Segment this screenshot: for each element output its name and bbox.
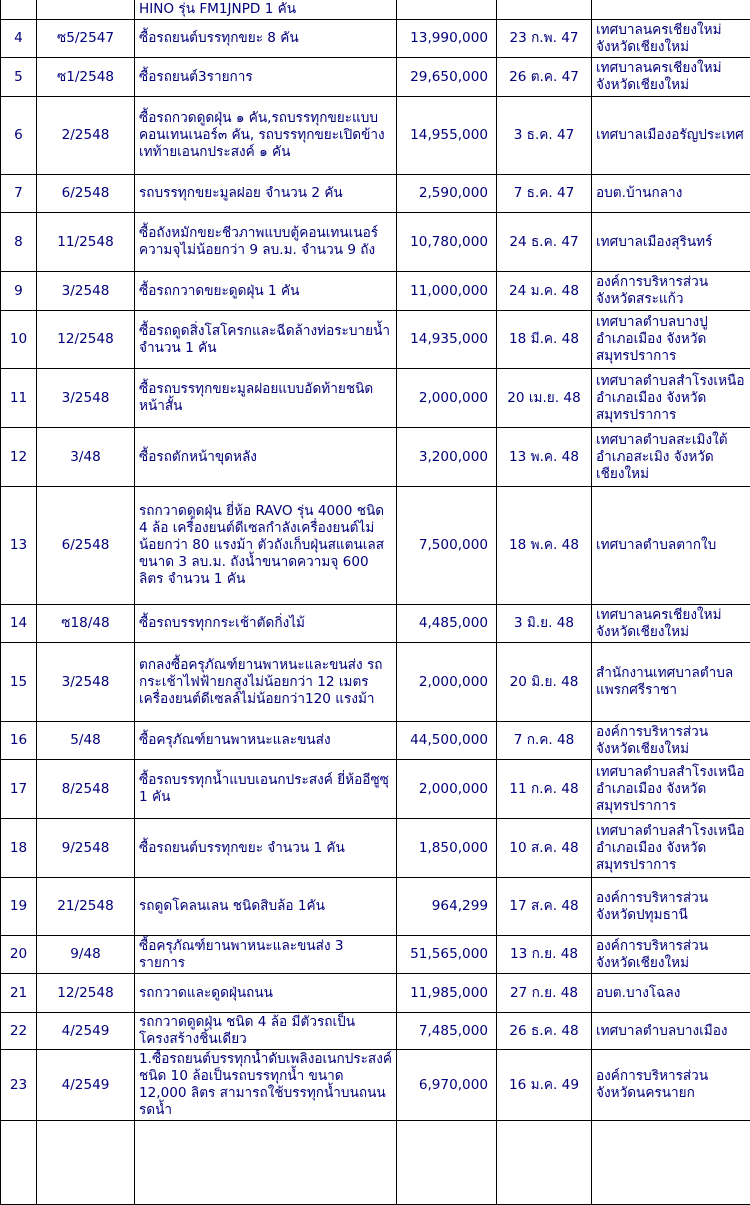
- contract-ref: 11/2548: [37, 213, 135, 272]
- row-number: 11: [1, 369, 37, 428]
- table-row: [1, 936, 750, 974]
- organization: เทศบาลตำบลบางเมือง: [592, 1013, 750, 1050]
- table-row: [1, 213, 750, 272]
- contract-ref: 3/2548: [37, 643, 135, 722]
- item-description: HINO รุ่น FM1JNPD 1 คัน: [135, 0, 397, 20]
- contract-date: 17 ส.ค. 48: [497, 878, 592, 936]
- contract-date: 18 มี.ค. 48: [497, 311, 592, 369]
- table-row: [1, 311, 750, 369]
- contract-amount: 964,299: [397, 878, 497, 936]
- table-row: [1, 819, 750, 878]
- contract-amount: [397, 0, 497, 20]
- item-description: ซื้อครุภัณฑ์ยานพาหนะและขนส่ง: [135, 722, 397, 760]
- contract-amount: 14,955,000: [397, 97, 497, 175]
- row-number: 4: [1, 20, 37, 58]
- contract-date: [497, 1121, 592, 1205]
- contract-date: 13 พ.ค. 48: [497, 428, 592, 487]
- table-row: [1, 1013, 750, 1050]
- organization: องค์การบริหารส่วนจังหวัดนครนายก: [592, 1050, 750, 1121]
- item-description: ซื้อรถกวดดูดฝุ่น ๑ คัน,รถบรรทุกขยะแบบคอนเทนเนอร์๓ คัน, รถบรรทุกขยะเปิดข้างเทท้ายเอนกประสงค์ ๑ คัน: [135, 97, 397, 175]
- organization: สำนักงานเทศบาลตำบลแพรกศรีราชา: [592, 643, 750, 722]
- contract-date: 7 ก.ค. 48: [497, 722, 592, 760]
- row-number: 16: [1, 722, 37, 760]
- organization: อบต.บ้านกลาง: [592, 175, 750, 213]
- contract-ref: ซ1/2548: [37, 58, 135, 97]
- contract-date: 18 พ.ค. 48: [497, 487, 592, 605]
- table-row: [1, 97, 750, 175]
- table-row: [1, 1121, 750, 1205]
- contract-ref: 9/2548: [37, 819, 135, 878]
- row-number: 13: [1, 487, 37, 605]
- table-row: [1, 643, 750, 722]
- contract-date: [497, 0, 592, 20]
- contract-amount: 2,000,000: [397, 369, 497, 428]
- table-row: [1, 1050, 750, 1121]
- item-description: [135, 1121, 397, 1205]
- contract-ref: 3/2548: [37, 369, 135, 428]
- organization: [592, 0, 750, 20]
- contract-ref: [37, 0, 135, 20]
- contract-date: 24 ม.ค. 48: [497, 272, 592, 311]
- contract-date: 10 ส.ค. 48: [497, 819, 592, 878]
- organization: องค์การบริหารส่วนจังหวัดเชียงใหม่: [592, 722, 750, 760]
- organization: เทศบาลนครเชียงใหม่ จังหวัดเชียงใหม่: [592, 20, 750, 58]
- row-number: 8: [1, 213, 37, 272]
- contract-date: 13 ก.ย. 48: [497, 936, 592, 974]
- contract-ref: 3/2548: [37, 272, 135, 311]
- contract-ref: 21/2548: [37, 878, 135, 936]
- item-description: ซื้อรถบรรทุกขยะมูลฝอยแบบอัดท้ายชนิดหน้าสั้น: [135, 369, 397, 428]
- contract-ref: 6/2548: [37, 175, 135, 213]
- item-description: รถกวาดดูดฝุ่น ชนิด 4 ล้อ มีตัวรถเป็นโครงสร้างชิ้นเดียว: [135, 1013, 397, 1050]
- item-description: ซื้อรถบรรทุกกระเช้าตัดกิ่งไม้: [135, 605, 397, 643]
- contract-ref: [37, 1121, 135, 1205]
- contract-date: 20 มิ.ย. 48: [497, 643, 592, 722]
- item-description: ซื้อครุภัณฑ์ยานพาหนะและขนส่ง 3 รายการ: [135, 936, 397, 974]
- item-description: ซื้อรถบรรทุกน้ำแบบเอนกประสงค์ ยี่ห้ออีซูซุ 1 คัน: [135, 760, 397, 819]
- contract-amount: 13,990,000: [397, 20, 497, 58]
- contract-date: 20 เม.ย. 48: [497, 369, 592, 428]
- item-description: รถดูดโคลนเลน ชนิดสิบล้อ 1คัน: [135, 878, 397, 936]
- item-description: ซื้อถังหมักขยะชีวภาพแบบตู้คอนเทนเนอร์ ความจุไม่น้อยกว่า 9 ลบ.ม. จำนวน 9 ถัง: [135, 213, 397, 272]
- row-number: 9: [1, 272, 37, 311]
- organization: เทศบาลตำบลบางปู อำเภอเมือง จังหวัดสมุทรปราการ: [592, 311, 750, 369]
- table-row: [1, 428, 750, 487]
- contract-amount: 51,565,000: [397, 936, 497, 974]
- organization: องค์การบริหารส่วนจังหวัดสระแก้ว: [592, 272, 750, 311]
- contract-ref: 12/2548: [37, 311, 135, 369]
- table-row: [1, 605, 750, 643]
- organization: เทศบาลตำบลสำโรงเหนือ อำเภอเมือง จังหวัดสมุทรปราการ: [592, 369, 750, 428]
- table-row: [1, 20, 750, 58]
- table-row: [1, 175, 750, 213]
- contract-date: 3 มิ.ย. 48: [497, 605, 592, 643]
- table-row: [1, 487, 750, 605]
- item-description: รถกวาดดูดฝุ่น ยี่ห้อ RAVO รุ่น 4000 ชนิด 4 ล้อ เครื่องยนต์ดีเซลกำลังเครื่องยนต์ไม่น้อยกว่า 80 แรงม้า ตัวถังเก็บฝุ่นสแตนเลสขนาด 3 ลบ.ม. ถังน้ำขนาดความจุ 600 ลิตร จำนวน 1 คัน: [135, 487, 397, 605]
- organization: เทศบาลเมืองสุรินทร์: [592, 213, 750, 272]
- contract-ref: 8/2548: [37, 760, 135, 819]
- item-description: 1.ซื้อรถยนต์บรรทุกน้ำดับเพลิงอเนกประสงค์ ชนิด 10 ล้อเป็นรถบรรทุกน้ำ ขนาด 12,000 ลิตร สามารถใช้บรรทุกน้ำบนถนน รดน้ำ: [135, 1050, 397, 1121]
- contract-amount: 6,970,000: [397, 1050, 497, 1121]
- contract-date: 3 ธ.ค. 47: [497, 97, 592, 175]
- contract-date: 23 ก.พ. 47: [497, 20, 592, 58]
- contract-date: 11 ก.ค. 48: [497, 760, 592, 819]
- contract-date: 26 ธ.ค. 48: [497, 1013, 592, 1050]
- organization: เทศบาลตำบลสำโรงเหนือ อำเภอเมือง จังหวัดสมุทรปราการ: [592, 760, 750, 819]
- item-description: ซื้อรถยนต์3รายการ: [135, 58, 397, 97]
- contract-date: 24 ธ.ค. 47: [497, 213, 592, 272]
- organization: เทศบาลตำบลตากใบ: [592, 487, 750, 605]
- contract-amount: 11,985,000: [397, 974, 497, 1013]
- row-number: 20: [1, 936, 37, 974]
- organization: อบต.บางโฉลง: [592, 974, 750, 1013]
- organization: เทศบาลตำบลสะเมิงใต้ อำเภอสะเมิง จังหวัดเชียงใหม่: [592, 428, 750, 487]
- table-body: [1, 0, 750, 1205]
- organization: องค์การบริหารส่วนจังหวัดปทุมธานี: [592, 878, 750, 936]
- contract-date: 16 ม.ค. 49: [497, 1050, 592, 1121]
- item-description: ซื้อรถตักหน้าขุดหลัง: [135, 428, 397, 487]
- row-number: 5: [1, 58, 37, 97]
- item-description: ซื้อรถยนต์บรรทุกขยะ จำนวน 1 คัน: [135, 819, 397, 878]
- contract-amount: 7,500,000: [397, 487, 497, 605]
- contract-amount: 10,780,000: [397, 213, 497, 272]
- contract-date: 26 ต.ค. 47: [497, 58, 592, 97]
- contract-ref: 5/48: [37, 722, 135, 760]
- contract-ref: ซ5/2547: [37, 20, 135, 58]
- contract-ref: 3/48: [37, 428, 135, 487]
- row-number: 7: [1, 175, 37, 213]
- row-number: 14: [1, 605, 37, 643]
- table-row: [1, 878, 750, 936]
- contract-amount: 2,000,000: [397, 643, 497, 722]
- item-description: ซื้อรถกวาดขยะดูดฝุ่น 1 คัน: [135, 272, 397, 311]
- contract-amount: 2,590,000: [397, 175, 497, 213]
- row-number: 19: [1, 878, 37, 936]
- table-row: [1, 0, 750, 20]
- contract-ref: ซ18/48: [37, 605, 135, 643]
- item-description: ซื้อรถดูดสิ่งโสโครกและฉีดล้างท่อระบายน้ำจำนวน 1 คัน: [135, 311, 397, 369]
- contract-date: 27 ก.ย. 48: [497, 974, 592, 1013]
- row-number: 15: [1, 643, 37, 722]
- item-description: ตกลงซื้อครุภัณฑ์ยานพาหนะและขนส่ง รถกระเช้าไฟฟ้ายกสูงไม่น้อยกว่า 12 เมตร เครื่องยนต์ดีเซลล์ไม่น้อยกว่า120 แรงม้า: [135, 643, 397, 722]
- contract-ref: 12/2548: [37, 974, 135, 1013]
- contract-amount: 14,935,000: [397, 311, 497, 369]
- item-description: ซื้อรถยนต์บรรทุกขยะ 8 คัน: [135, 20, 397, 58]
- row-number: 10: [1, 311, 37, 369]
- contract-amount: 29,650,000: [397, 58, 497, 97]
- row-number: [1, 0, 37, 20]
- organization: เทศบาลเมืองอรัญประเทศ: [592, 97, 750, 175]
- contract-date: 7 ธ.ค. 47: [497, 175, 592, 213]
- contract-amount: 44,500,000: [397, 722, 497, 760]
- contract-ref: 4/2549: [37, 1050, 135, 1121]
- item-description: รถบรรทุกขยะมูลฝอย จำนวน 2 คัน: [135, 175, 397, 213]
- row-number: 22: [1, 1013, 37, 1050]
- table-row: [1, 722, 750, 760]
- organization: เทศบาลตำบลสำโรงเหนือ อำเภอเมือง จังหวัดสมุทรปราการ: [592, 819, 750, 878]
- table-row: [1, 974, 750, 1013]
- row-number: 18: [1, 819, 37, 878]
- table-row: [1, 58, 750, 97]
- table-row: [1, 272, 750, 311]
- item-description: รถกวาดและดูดฝุ่นถนน: [135, 974, 397, 1013]
- row-number: 17: [1, 760, 37, 819]
- contract-amount: [397, 1121, 497, 1205]
- organization: [592, 1121, 750, 1205]
- contract-amount: 3,200,000: [397, 428, 497, 487]
- contract-amount: 11,000,000: [397, 272, 497, 311]
- contract-ref: 6/2548: [37, 487, 135, 605]
- contract-ref: 4/2549: [37, 1013, 135, 1050]
- contract-amount: 1,850,000: [397, 819, 497, 878]
- contract-ref: 9/48: [37, 936, 135, 974]
- contract-amount: 7,485,000: [397, 1013, 497, 1050]
- row-number: [1, 1121, 37, 1205]
- contract-amount: 2,000,000: [397, 760, 497, 819]
- organization: เทศบาลนครเชียงใหม่ จังหวัดเชียงใหม่: [592, 58, 750, 97]
- contract-amount: 4,485,000: [397, 605, 497, 643]
- row-number: 12: [1, 428, 37, 487]
- contract-ref: 2/2548: [37, 97, 135, 175]
- row-number: 6: [1, 97, 37, 175]
- table-row: [1, 760, 750, 819]
- row-number: 23: [1, 1050, 37, 1121]
- row-number: 21: [1, 974, 37, 1013]
- organization: องค์การบริหารส่วนจังหวัดเชียงใหม่: [592, 936, 750, 974]
- organization: เทศบาลนครเชียงใหม่ จังหวัดเชียงใหม่: [592, 605, 750, 643]
- table-row: [1, 369, 750, 428]
